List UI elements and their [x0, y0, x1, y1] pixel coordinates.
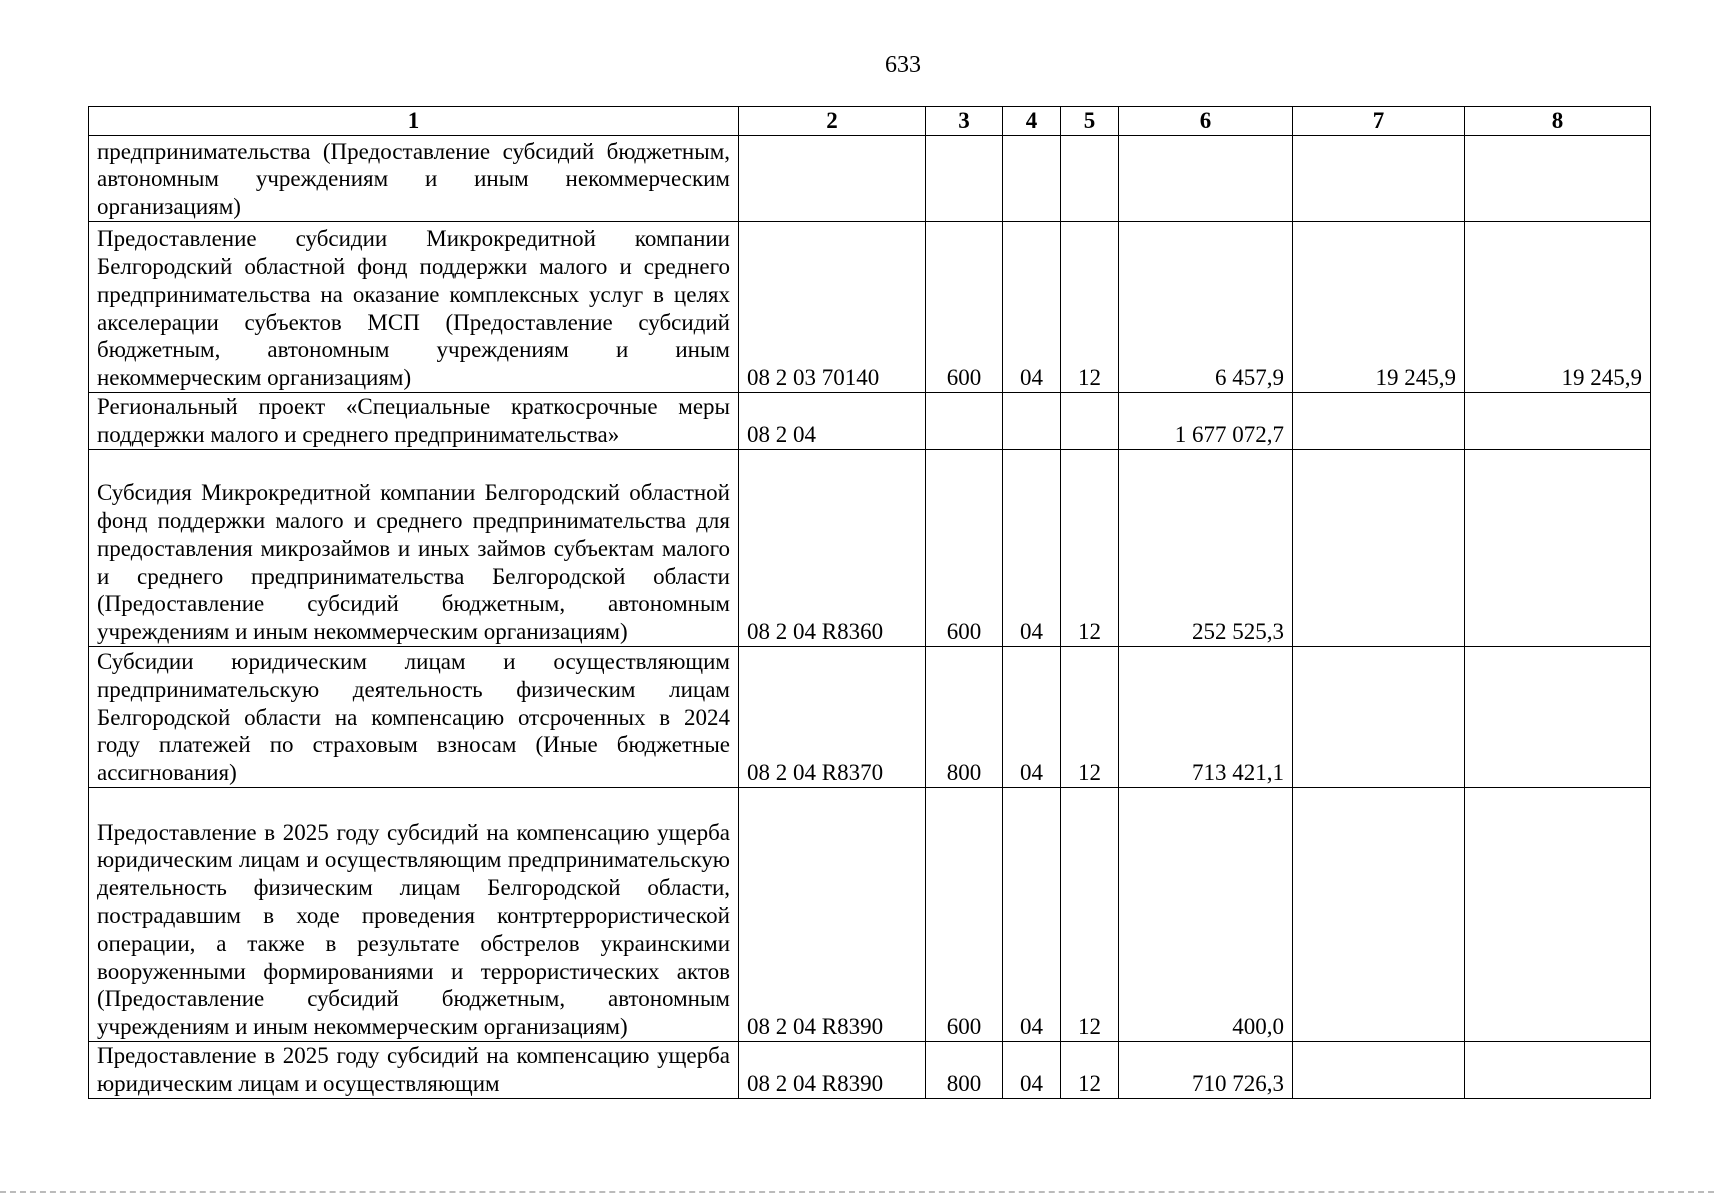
column-header-1: 1: [89, 107, 739, 136]
row-section: [1003, 136, 1061, 222]
row-amount-8: [1465, 393, 1651, 450]
budget-table: [88, 106, 1651, 1099]
row-expense-type: 800: [926, 647, 1003, 788]
row-amount-8: 19 245,9: [1465, 222, 1651, 393]
row-section: 04: [1003, 222, 1061, 393]
scan-edge-divider: [0, 1191, 1714, 1193]
table-row: [89, 393, 1651, 450]
row-code: 08 2 04 R8390: [739, 788, 926, 1042]
column-header-7: 7: [1293, 107, 1465, 136]
row-description: Предоставление в 2025 году субсидий на компенсацию ущерба юридическим лицам и осуществляющим предпринимательскую деятельность физическим лицам Белгородской области, пострадавшим в ходе проведения контртеррористической операции, а также в результате обстрелов украинскими вооруженными формированиями и террористических актов (Предоставление субсидий бюджетным, автономным учреждениям и иным некоммерческим организациям): [89, 788, 739, 1042]
column-header-2: 2: [739, 107, 926, 136]
row-amount-7: [1293, 788, 1465, 1042]
column-header-3: 3: [926, 107, 1003, 136]
table-row: [89, 450, 1651, 647]
table-row: [89, 788, 1651, 1042]
table-row: [89, 222, 1651, 393]
row-amount-7: [1293, 647, 1465, 788]
row-description: Предоставление субсидии Микрокредитной компании Белгородский областной фонд поддержки малого и среднего предпринимательства на оказание комплексных услуг в целях акселерации субъектов МСП (Предоставление субсидий бюджетным, автономным учреждениям и иным некоммерческим организациям): [89, 222, 739, 393]
row-amount-8: [1465, 136, 1651, 222]
row-code: 08 2 04 R8360: [739, 450, 926, 647]
column-header-8: 8: [1465, 107, 1651, 136]
row-amount-8: [1465, 450, 1651, 647]
row-expense-type: 600: [926, 788, 1003, 1042]
row-subsection: 12: [1061, 450, 1119, 647]
row-section: [1003, 393, 1061, 450]
row-amount-6: 1 677 072,7: [1119, 393, 1293, 450]
row-amount-8: [1465, 647, 1651, 788]
column-header-5: 5: [1061, 107, 1119, 136]
row-amount-6: 252 525,3: [1119, 450, 1293, 647]
row-section: 04: [1003, 450, 1061, 647]
row-description: Субсидии юридическим лицам и осуществляющим предпринимательскую деятельность физическим лицам Белгородской области на компенсацию отсроченных в 2024 году платежей по страховым взносам (Иные бюджетные ассигнования): [89, 647, 739, 788]
row-amount-7: [1293, 136, 1465, 222]
row-description: Предоставление в 2025 году субсидий на компенсацию ущерба юридическим лицам и осуществляющим: [89, 1042, 739, 1099]
row-amount-6: 713 421,1: [1119, 647, 1293, 788]
row-amount-6: [1119, 136, 1293, 222]
row-amount-7: [1293, 393, 1465, 450]
row-description: Региональный проект «Специальные краткосрочные меры поддержки малого и среднего предпринимательства»: [89, 393, 739, 450]
row-amount-6: 400,0: [1119, 788, 1293, 1042]
row-expense-type: 600: [926, 222, 1003, 393]
row-expense-type: [926, 393, 1003, 450]
row-amount-7: [1293, 450, 1465, 647]
table-row: [89, 136, 1651, 222]
row-code: 08 2 04: [739, 393, 926, 450]
column-header-6: 6: [1119, 107, 1293, 136]
row-amount-7: [1293, 1042, 1465, 1099]
row-subsection: 12: [1061, 1042, 1119, 1099]
row-subsection: [1061, 393, 1119, 450]
row-section: 04: [1003, 788, 1061, 1042]
row-expense-type: 600: [926, 450, 1003, 647]
row-subsection: 12: [1061, 222, 1119, 393]
page-number: 633: [885, 52, 921, 78]
row-expense-type: [926, 136, 1003, 222]
row-subsection: [1061, 136, 1119, 222]
row-amount-8: [1465, 788, 1651, 1042]
row-amount-6: 6 457,9: [1119, 222, 1293, 393]
row-code: [739, 136, 926, 222]
column-header-4: 4: [1003, 107, 1061, 136]
row-expense-type: 800: [926, 1042, 1003, 1099]
row-amount-6: 710 726,3: [1119, 1042, 1293, 1099]
row-code: 08 2 03 70140: [739, 222, 926, 393]
row-description: Субсидия Микрокредитной компании Белгородский областной фонд поддержки малого и среднего предпринимательства для предоставления микрозаймов и иных займов субъектам малого и среднего предпринимательства Белгородской области (Предоставление субсидий бюджетным, автономным учреждениям и иным некоммерческим организациям): [89, 450, 739, 647]
row-section: 04: [1003, 1042, 1061, 1099]
row-subsection: 12: [1061, 788, 1119, 1042]
table-row: [89, 647, 1651, 788]
row-amount-7: 19 245,9: [1293, 222, 1465, 393]
row-subsection: 12: [1061, 647, 1119, 788]
table-row: [89, 1042, 1651, 1099]
row-section: 04: [1003, 647, 1061, 788]
table-header-row: [89, 107, 1651, 136]
row-code: 08 2 04 R8370: [739, 647, 926, 788]
row-description: предпринимательства (Предоставление субсидий бюджетным, автономным учреждениям и иным некоммерческим организациям): [89, 136, 739, 222]
row-amount-8: [1465, 1042, 1651, 1099]
row-code: 08 2 04 R8390: [739, 1042, 926, 1099]
